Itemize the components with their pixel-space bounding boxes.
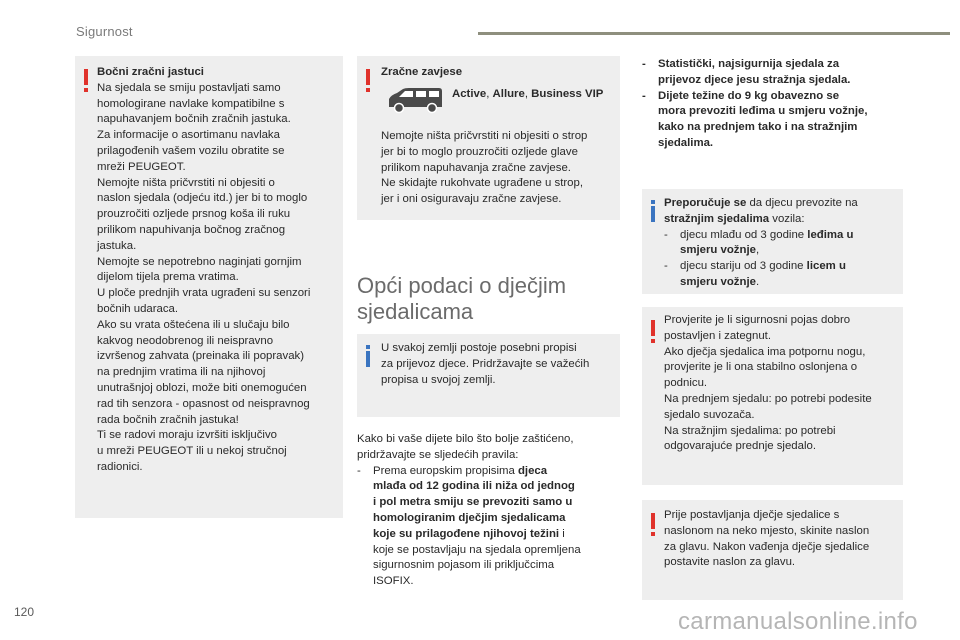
recommendation-text: . bbox=[755, 275, 760, 288]
trim-separator: , bbox=[486, 88, 493, 100]
protection-item-bold: djeca bbox=[517, 464, 548, 477]
recommendation-bold: smjeru vožnje bbox=[680, 275, 756, 288]
side-airbags-line: homologirane navlake kompatibilne s bbox=[97, 97, 285, 110]
statistics-item bbox=[642, 89, 910, 152]
protection-item-text: i bbox=[559, 527, 565, 540]
recommendation-bold: smjeru vožnje bbox=[680, 244, 756, 257]
side-airbags-line: Nemojte se nepotrebno naginjati gornjim bbox=[97, 255, 302, 268]
statistics-line: Statistički, najsigurnija sjedala za bbox=[658, 58, 840, 70]
headrest-line: postavite naslon za glavu. bbox=[664, 556, 796, 569]
side-airbags-line: Na sjedala se smiju postavljati samo bbox=[97, 81, 281, 94]
statistics-line: prijevoz djece jesu stražnja sjedala. bbox=[658, 73, 851, 86]
recommendation-bold: Preporučuje se bbox=[664, 197, 747, 209]
trim-separator: , bbox=[524, 88, 532, 100]
list-dash: - bbox=[357, 464, 361, 477]
headrest-warning-box bbox=[642, 500, 903, 600]
trim-levels bbox=[452, 88, 603, 100]
country-rules-line: U svakoj zemlji postoje posebni propisi bbox=[381, 342, 577, 354]
country-rules-info-box bbox=[357, 334, 620, 417]
side-airbags-line: prouzročiti ozljede prsnog koša ili ruku bbox=[97, 208, 291, 221]
warning-icon bbox=[651, 513, 655, 529]
belt-check-line: provjerite je li ona stabilno oslonjena o bbox=[664, 361, 858, 374]
statistics-line: Dijete težine do 9 kg obavezno se bbox=[658, 89, 840, 102]
list-dash: - bbox=[664, 260, 668, 273]
side-airbags-line: Nemojte ništa pričvrstiti ni objesiti o bbox=[97, 176, 275, 189]
protection-rules bbox=[357, 432, 627, 590]
side-airbags-line: rada bočnih zračnih jastuka! bbox=[97, 413, 239, 426]
protection-item-text: ISOFIX. bbox=[373, 575, 414, 588]
section-title-line: Opći podaci o dječjim bbox=[357, 273, 567, 298]
protection-item-bold: homologiranim dječjim sjedalicama bbox=[373, 511, 566, 524]
side-airbags-line: Ti se radovi moraju izvršiti isključivo bbox=[97, 429, 277, 442]
protection-item-bold: mlađa od 12 godina ili niža od jednog bbox=[373, 480, 575, 493]
side-airbags-line: jastuka. bbox=[97, 239, 137, 252]
recommendation-text: djecu mlađu od 3 godine bbox=[680, 228, 808, 241]
side-airbags-line: napuhavanjem bočnih zračnih jastuka. bbox=[97, 113, 291, 126]
side-airbags-line: mreži PEUGEOT. bbox=[97, 160, 186, 173]
warning-icon bbox=[84, 69, 88, 85]
protection-intro-line: Kako bi vaše dijete bilo što bolje zaštićeno, bbox=[357, 433, 574, 445]
side-airbags-warning-box bbox=[75, 56, 343, 518]
side-airbags-line: u mreži PEUGEOT ili u nekoj stručnoj bbox=[97, 445, 287, 458]
recommendation-text: , bbox=[755, 244, 760, 257]
protection-item-bold: koje su prilagođene njihovoj težini bbox=[373, 527, 560, 540]
belt-check-warning-box bbox=[642, 307, 903, 485]
side-airbags-line: prilikom napuhivanja bočnog zračnog bbox=[97, 223, 286, 236]
statistics-line: kako na prednjem tako i na stražnjim bbox=[658, 121, 858, 134]
recommendation-bold: leđima u bbox=[807, 228, 854, 241]
belt-check-line: Na stražnjim sjedalima: po potrebi bbox=[664, 424, 836, 437]
statistics-item bbox=[642, 57, 910, 89]
statistics-list bbox=[642, 57, 910, 152]
side-airbags-line: rad tih senzora - opasnost od neispravnog bbox=[97, 397, 310, 410]
curtain-airbags-line: Ne skidajte rukohvate ugrađene u strop, bbox=[381, 177, 583, 190]
protection-item-text: Prema europskim propisima bbox=[373, 464, 518, 477]
recommendation-text: da djecu prevozite na bbox=[746, 197, 858, 209]
belt-check-line: Provjerite je li sigurnosni pojas dobro bbox=[664, 314, 851, 326]
belt-check-line: postavljen i zategnut. bbox=[664, 329, 772, 342]
section-title bbox=[357, 273, 566, 325]
statistics-line: mora prevoziti leđima u smjeru vožnje, bbox=[658, 105, 868, 118]
belt-check-line: podnicu. bbox=[664, 377, 708, 390]
side-airbags-line: Ako su vrata oštećena ili u slučaju bilo bbox=[97, 318, 290, 331]
country-rules-line: za prijevoz djece. Pridržavajte se važećih bbox=[381, 357, 590, 370]
side-airbags-line: kakvog neodobrenog ili neispravno bbox=[97, 334, 274, 347]
protection-intro-line: pridržavajte se sljedećih pravila: bbox=[357, 448, 519, 461]
trim-business-vip: Business VIP bbox=[531, 88, 604, 100]
curtain-airbags-title: Zračne zavjese bbox=[381, 66, 463, 78]
list-dash: - bbox=[664, 228, 668, 241]
headrest-line: naslonom na neko mjesto, skinite naslon bbox=[664, 524, 870, 537]
side-airbags-line: naslon sjedala (odjeću itd.) jer bi to moglo bbox=[97, 192, 308, 205]
protection-item-text: sigurnosnim pojasom ili priključcima bbox=[373, 559, 555, 572]
side-airbags-line: bočnih udaraca. bbox=[97, 302, 179, 315]
recommendation-item bbox=[664, 228, 900, 260]
side-airbags-line: unutrašnjoj oblozi, može biti onemogućen bbox=[97, 381, 307, 394]
curtain-airbags-line: jer bi to moglo prouzročiti ozljede glave bbox=[381, 145, 578, 158]
curtain-airbags-line: jer i oni osiguravaju zračne zavjese. bbox=[381, 193, 562, 206]
curtain-airbags-line: Nemojte ništa pričvrstiti ni objesiti o strop bbox=[381, 130, 588, 142]
side-airbags-line: dijelom tijela prema vratima. bbox=[97, 271, 239, 284]
headrest-line: Prije postavljanja dječje sjedalice s bbox=[664, 509, 840, 521]
side-airbags-line: na prednjim vratima ili na njihovoj bbox=[97, 366, 266, 379]
side-airbags-line: izvršenog zahvata (preinaka ili popravak) bbox=[97, 350, 305, 363]
recommendation-info-box bbox=[642, 189, 903, 294]
recommendation-bold: licem u bbox=[806, 260, 846, 273]
recommendation-bold: stražnjim sjedalima bbox=[664, 212, 770, 225]
protection-item-text: koje se postavljaju na sjedala opremljena bbox=[373, 543, 581, 556]
recommendation-text: djecu stariju od 3 godine bbox=[680, 260, 807, 273]
info-icon bbox=[366, 351, 370, 367]
watermark-text: carmanualsonline.info bbox=[678, 608, 918, 635]
recommendation-item bbox=[664, 259, 900, 291]
header-divider bbox=[478, 32, 950, 35]
country-rules-line: propisa u svojoj zemlji. bbox=[381, 373, 496, 386]
recommendation-text: vozila: bbox=[769, 212, 805, 225]
headrest-line: za glavu. Nakon vađenja dječje sjedalice bbox=[664, 540, 870, 553]
protection-list-item bbox=[357, 464, 627, 590]
trim-active: Active bbox=[452, 88, 487, 100]
side-airbags-title: Bočni zračni jastuci bbox=[97, 66, 204, 78]
curtain-airbags-warning-box bbox=[357, 56, 620, 220]
side-airbags-line: prilagođenih vašem vozilu obratite se bbox=[97, 144, 285, 157]
side-airbags-line: Za informacije o asortimanu navlaka bbox=[97, 129, 280, 142]
list-dash: - bbox=[642, 58, 646, 70]
warning-icon bbox=[651, 320, 655, 336]
curtain-airbags-line: prilikom napuhavanja zračne zavjese. bbox=[381, 161, 571, 174]
protection-item-bold: i pol metra smiju se prevoziti samo u bbox=[373, 496, 573, 509]
warning-icon bbox=[366, 69, 370, 85]
list-dash: - bbox=[642, 89, 646, 102]
trim-allure: Allure bbox=[492, 88, 525, 100]
belt-check-line: Ako dječja sjedalica ima potpornu nogu, bbox=[664, 345, 866, 358]
page-number: 120 bbox=[14, 605, 35, 619]
belt-check-line: sjedalo suvozača. bbox=[664, 408, 755, 421]
section-title-line: sjedalicama bbox=[357, 299, 474, 324]
van-icon bbox=[385, 85, 445, 115]
belt-check-line: odgovarajuće prednje sjedalo. bbox=[664, 440, 816, 453]
side-airbags-line: U ploče prednjih vrata ugrađeni su senzori bbox=[97, 287, 311, 300]
belt-check-line: Na prednjem sjedalu: po potrebi podesite bbox=[664, 392, 872, 405]
info-icon bbox=[651, 206, 655, 222]
header-section-title: Sigurnost bbox=[76, 24, 133, 39]
side-airbags-line: radionici. bbox=[97, 460, 143, 473]
statistics-line: sjedalima. bbox=[658, 136, 714, 149]
